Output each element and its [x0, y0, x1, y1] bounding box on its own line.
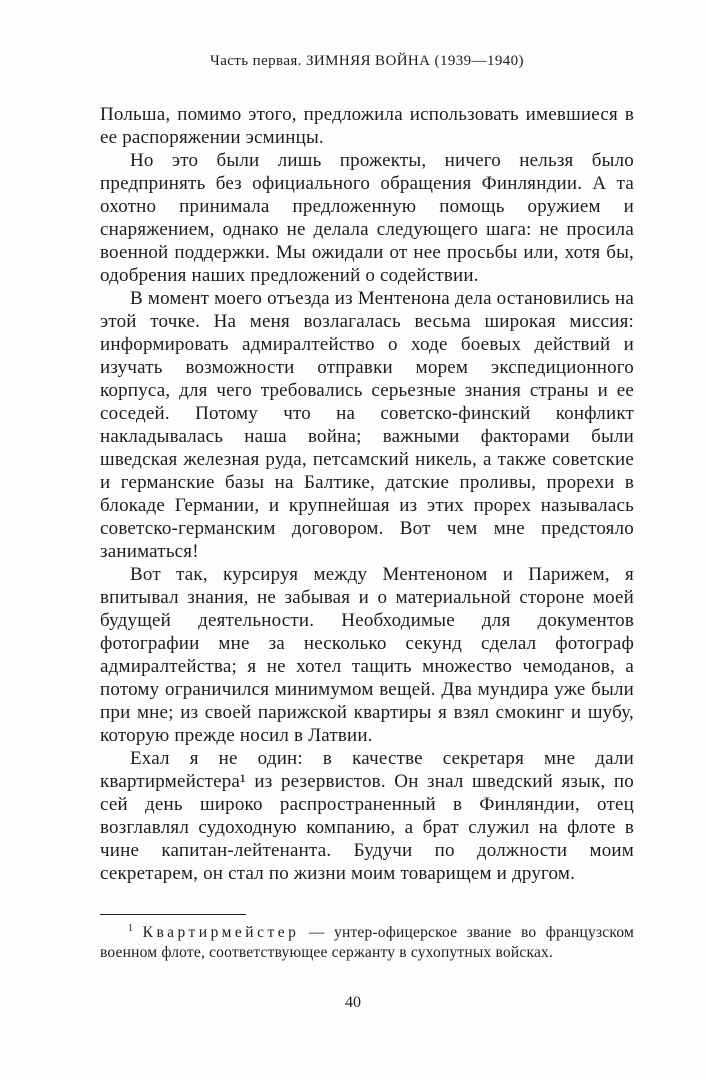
paragraph: Но это были лишь прожекты, ничего нельзя было предпринять без официального обращения Финляндии. А та охотно принимала предложенную помощь оружием и снаряжением, однако не делала следующего шага: не просила военной поддержки. Мы ожидали от нее просьбы или, хотя бы, одобрения наших предложений о содействии.: [100, 150, 634, 286]
paragraph: Ехал я не один: в качестве секретаря мне дали квартирмейстера¹ из резервистов. Он знал шведский язык, по сей день широко распространенный в Финляндии, отец возглавлял судоходную компанию, а брат служил на флоте в чине капитан-лейтенанта. Будучи по должности моим секретарем, он стал по жизни моим товарищем и другом.: [100, 748, 634, 884]
footnote-divider: [100, 914, 246, 915]
footnote-term: Квартирмейстер: [142, 924, 300, 941]
footnote-block: [100, 914, 634, 963]
paragraph: Вот так, курсируя между Ментеноном и Парижем, я впитывал знания, не забывая и о материальной стороне моей будущей деятельности. Необходимые для документов фотографии мне за несколько секунд сделал фотограф адмиралтейства; я не хотел тащить множество чемоданов, а потому ограничился минимумом вещей. Два мундира уже были при мне; из своей парижской квартиры я взял смокинг и шубу, которую прежде носил в Латвии.: [100, 564, 634, 746]
paragraph: Польша, помимо этого, предложила использовать имевшиеся в ее распоряжении эсминцы.: [100, 104, 634, 148]
body-text: [100, 103, 634, 885]
footnote-text: — унтер-офицерское звание во французском военном флоте, соответствующее сержанту в сухопутных войсках.: [100, 924, 634, 961]
paragraph: В момент моего отъезда из Ментенона дела остановились на этой точке. На меня возлагалась весьма широкая миссия: информировать адмиралтейство о ходе боевых действий и изучать возможности отправки морем экспедиционного корпуса, для чего требовались серьезные знания страны и ее соседей. Потому что на советско-финский конфликт накладывалась наша война; важными факторами были шведская железная руда, петсамский никель, а также советские и германские базы на Балтике, датские проливы, прорехи в блокаде Германии, и крупнейшая из этих прорех называлась советско-германским договором. Вот чем мне предстояло заниматься!: [100, 288, 634, 562]
running-header: Часть первая. ЗИМНЯЯ ВОЙНА (1939—1940): [210, 53, 524, 69]
footnote-marker: 1: [128, 922, 134, 934]
footnote: [100, 923, 634, 963]
page-number: 40: [345, 994, 361, 1011]
